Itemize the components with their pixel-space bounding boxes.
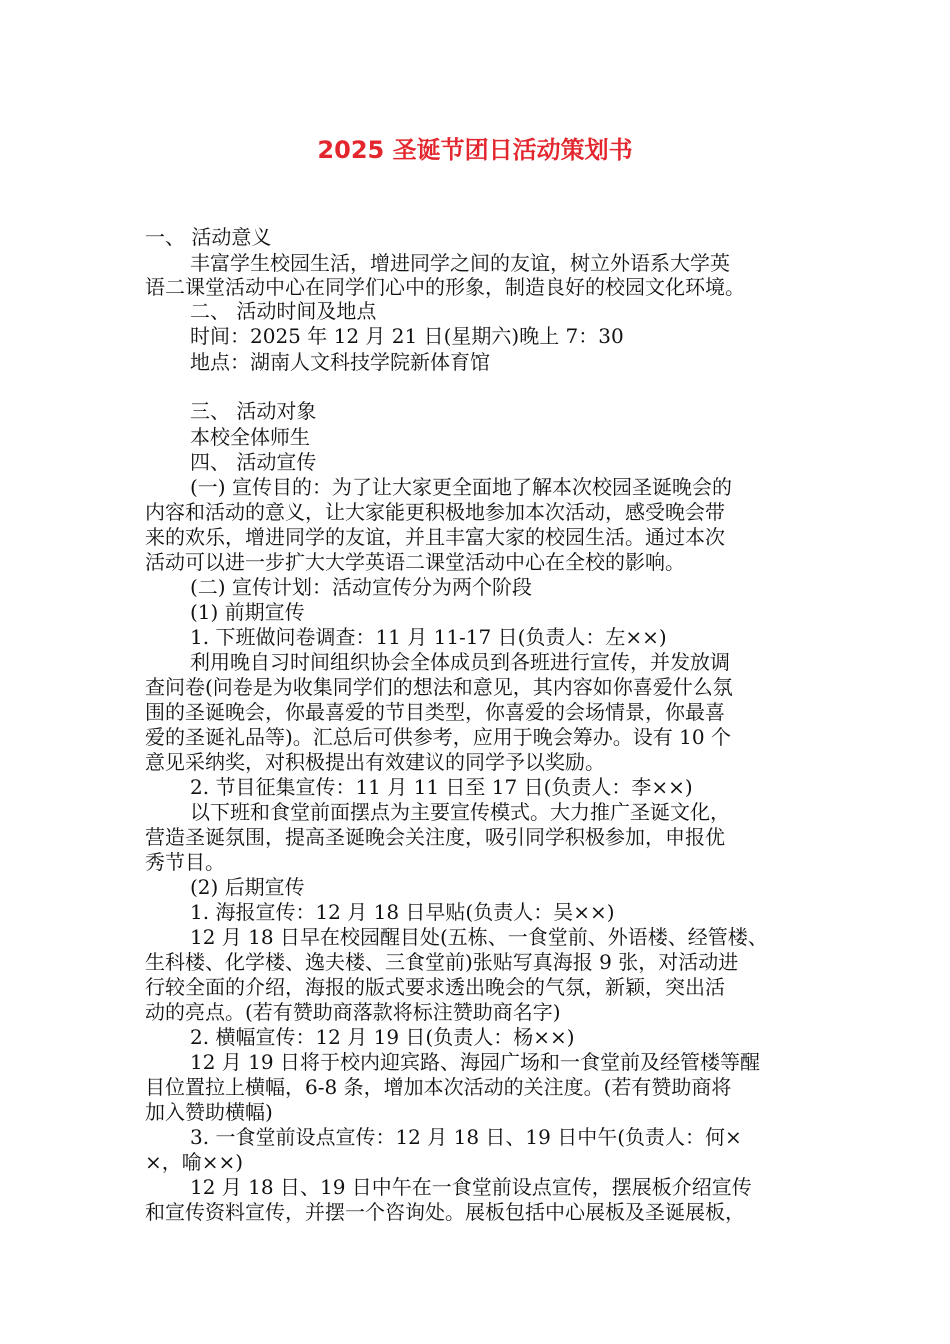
- text-line: (一) 宣传目的：为了让大家更全面地了解本次校园圣诞晚会的: [190, 475, 732, 499]
- text-line: 1. 海报宣传：12 月 18 日早贴(负责人：吴××): [190, 900, 615, 924]
- text-line: 加入赞助横幅): [145, 1100, 273, 1124]
- text-line: 二、 活动时间及地点: [190, 299, 377, 323]
- text-line: 一、 活动意义: [145, 225, 272, 249]
- text-line: 四、 活动宣传: [190, 450, 317, 474]
- text-line: (2) 后期宣传: [190, 875, 305, 899]
- text-line: 和宣传资料宣传，并摆一个咨询处。展板包括中心展板及圣诞展板，: [145, 1200, 745, 1224]
- text-line: 秀节目。: [145, 850, 225, 874]
- text-line: (1) 前期宣传: [190, 600, 305, 624]
- text-line: 目位置拉上横幅，6-8 条，增加本次活动的关注度。(若有赞助商将: [145, 1075, 732, 1099]
- text-line: 丰富学生校园生活，增进同学之间的友谊，树立外语系大学英: [190, 251, 730, 275]
- text-line: 意见采纳奖，对积极提出有效建议的同学予以奖励。: [145, 750, 605, 774]
- document-title: 2025 圣诞节团日活动策划书: [317, 136, 633, 164]
- text-line: 语二课堂活动中心在同学们心中的形象，制造良好的校园文化环境。: [145, 275, 745, 299]
- text-line: 内容和活动的意义，让大家能更积极地参加本次活动，感受晚会带: [145, 500, 725, 524]
- text-line: 查问卷(问卷是为收集同学们的想法和意见，其内容如你喜爱什么氛: [145, 675, 733, 699]
- text-line: 12 月 18 日、19 日中午在一食堂前设点宣传，摆展板介绍宣传: [190, 1175, 752, 1199]
- text-line: ×，喻××): [145, 1150, 244, 1174]
- text-line: (二) 宣传计划：活动宣传分为两个阶段: [190, 575, 532, 599]
- text-line: 2. 横幅宣传：12 月 19 日(负责人：杨××): [190, 1025, 575, 1049]
- text-line: 时间：2025 年 12 月 21 日(星期六)晚上 7：30: [190, 324, 624, 348]
- text-line: 三、 活动对象: [190, 399, 317, 423]
- text-line: 2. 节目征集宣传：11 月 11 日至 17 日(负责人：李××): [190, 775, 693, 799]
- text-line: 围的圣诞晚会，你最喜爱的节目类型，你喜爱的会场情景，你最喜: [145, 700, 725, 724]
- text-line: 地点：湖南人文科技学院新体育馆: [190, 350, 490, 374]
- text-line: 动的亮点。(若有赞助商落款将标注赞助商名字): [145, 1000, 561, 1024]
- text-line: 以下班和食堂前面摆点为主要宣传模式。大力推广圣诞文化，: [190, 800, 730, 824]
- text-line: 利用晚自习时间组织协会全体成员到各班进行宣传，并发放调: [190, 650, 730, 674]
- text-line: 行较全面的介绍，海报的版式要求透出晚会的气氛，新颖，突出活: [145, 975, 725, 999]
- text-line: 活动可以进一步扩大大学英语二课堂活动中心在全校的影响。: [145, 550, 685, 574]
- text-line: 3. 一食堂前设点宣传：12 月 18 日、19 日中午(负责人：何×: [190, 1125, 742, 1149]
- text-line: 12 月 19 日将于校内迎宾路、海园广场和一食堂前及经管楼等醒: [190, 1050, 760, 1074]
- text-line: 生科楼、化学楼、逸夫楼、三食堂前)张贴写真海报 9 张，对活动进: [145, 950, 739, 974]
- text-line: 1. 下班做问卷调查：11 月 11-17 日(负责人：左××): [190, 625, 667, 649]
- text-line: 本校全体师生: [190, 425, 310, 449]
- text-line: 营造圣诞氛围，提高圣诞晚会关注度，吸引同学积极参加，申报优: [145, 825, 725, 849]
- text-line: 来的欢乐，增进同学的友谊，并且丰富大家的校园生活。通过本次: [145, 525, 725, 549]
- text-line: 12 月 18 日早在校园醒目处(五栋、一食堂前、外语楼、经管楼、: [190, 925, 768, 949]
- text-line: 爱的圣诞礼品等)。汇总后可供参考，应用于晚会筹办。设有 10 个: [145, 725, 731, 749]
